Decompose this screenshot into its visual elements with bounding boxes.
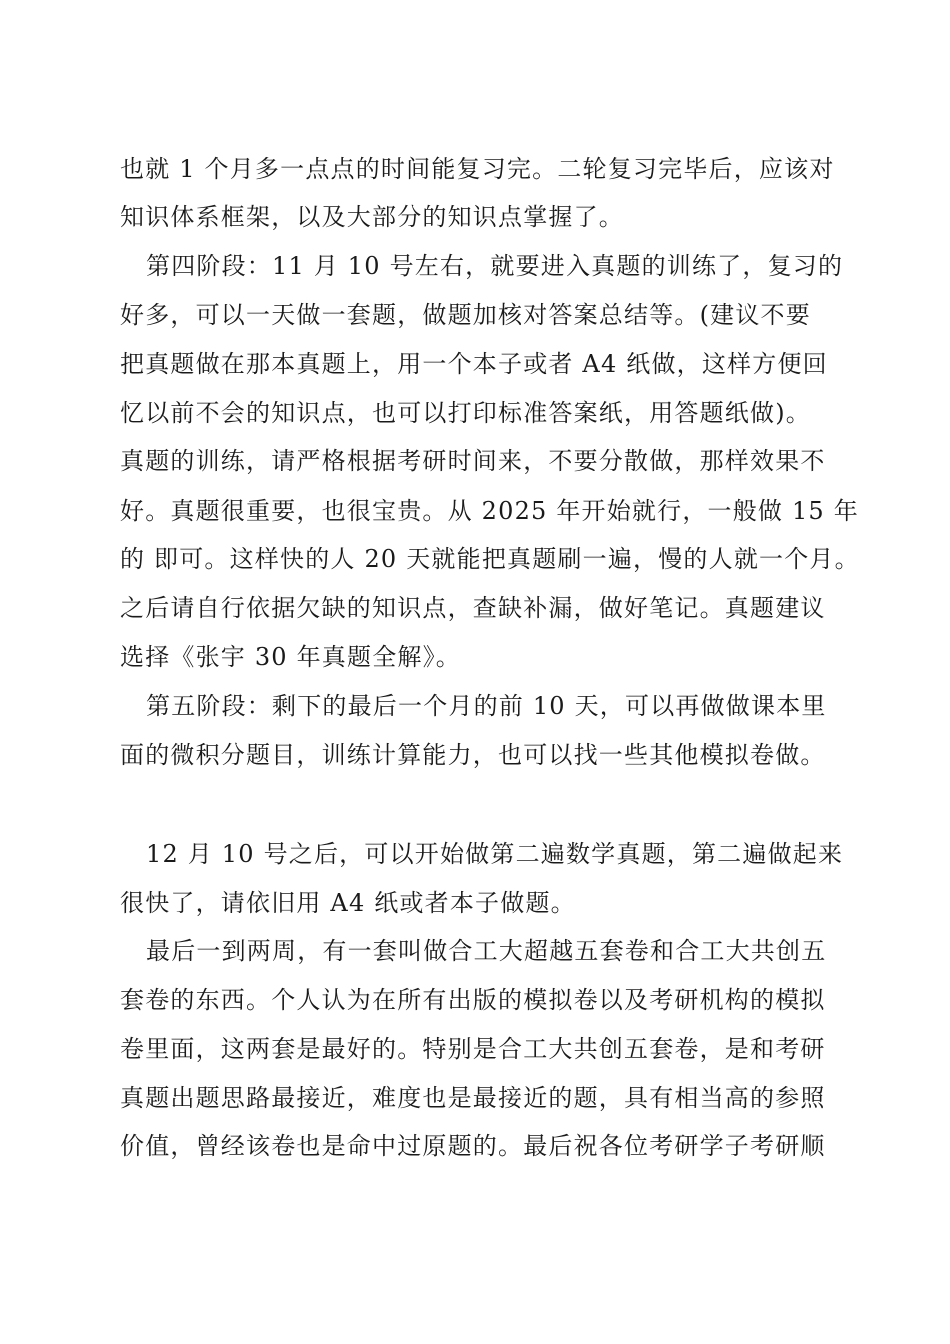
text-line: 的 即可。这样快的人 20 天就能把真题刷一遍，慢的人就一个月。 <box>120 545 860 573</box>
text-line: 面的微积分题目，训练计算能力，也可以找一些其他模拟卷做。 <box>120 741 826 769</box>
text-line: 套卷的东西。个人认为在所有出版的模拟卷以及考研机构的模拟 <box>120 986 826 1014</box>
text-line: 价值，曾经该卷也是命中过原题的。最后祝各位考研学子考研顺 <box>120 1132 826 1160</box>
text-line: 之后请自行依据欠缺的知识点，查缺补漏，做好笔记。真题建议 <box>120 594 826 622</box>
text-line: 很快了，请依旧用 A4 纸或者本子做题。 <box>120 889 576 917</box>
text-line: 知识体系框架，以及大部分的知识点掌握了。 <box>120 203 624 231</box>
text-line: 忆以前不会的知识点，也可以打印标准答案纸，用答题纸做)。 <box>120 399 811 427</box>
text-line: 选择《张宇 30 年真题全解》。 <box>120 643 461 671</box>
text-line: 好。真题很重要，也很宝贵。从 2025 年开始就行，一般做 15 年 <box>120 497 859 525</box>
text-line: 把真题做在那本真题上，用一个本子或者 A4 纸做，这样方便回 <box>120 350 828 378</box>
text-line: 12 月 10 号之后，可以开始做第二遍数学真题，第二遍做起来 <box>146 840 844 868</box>
text-line: 真题出题思路最接近，难度也是最接近的题，具有相当高的参照 <box>120 1084 826 1112</box>
text-line: 卷里面，这两套是最好的。特别是合工大共创五套卷，是和考研 <box>120 1035 826 1063</box>
text-line: 好多，可以一天做一套题，做题加核对答案总结等。(建议不要 <box>120 301 811 329</box>
text-line: 最后一到两周，有一套叫做合工大超越五套卷和合工大共创五 <box>146 937 827 965</box>
text-line: 也就 1 个月多一点点的时间能复习完。二轮复习完毕后，应该对 <box>120 155 835 183</box>
text-line: 第四阶段：11 月 10 号左右，就要进入真题的训练了，复习的 <box>146 252 844 280</box>
text-line: 真题的训练，请严格根据考研时间来，不要分散做，那样效果不 <box>120 447 826 475</box>
text-line: 第五阶段：剩下的最后一个月的前 10 天，可以再做做课本里 <box>146 692 827 720</box>
